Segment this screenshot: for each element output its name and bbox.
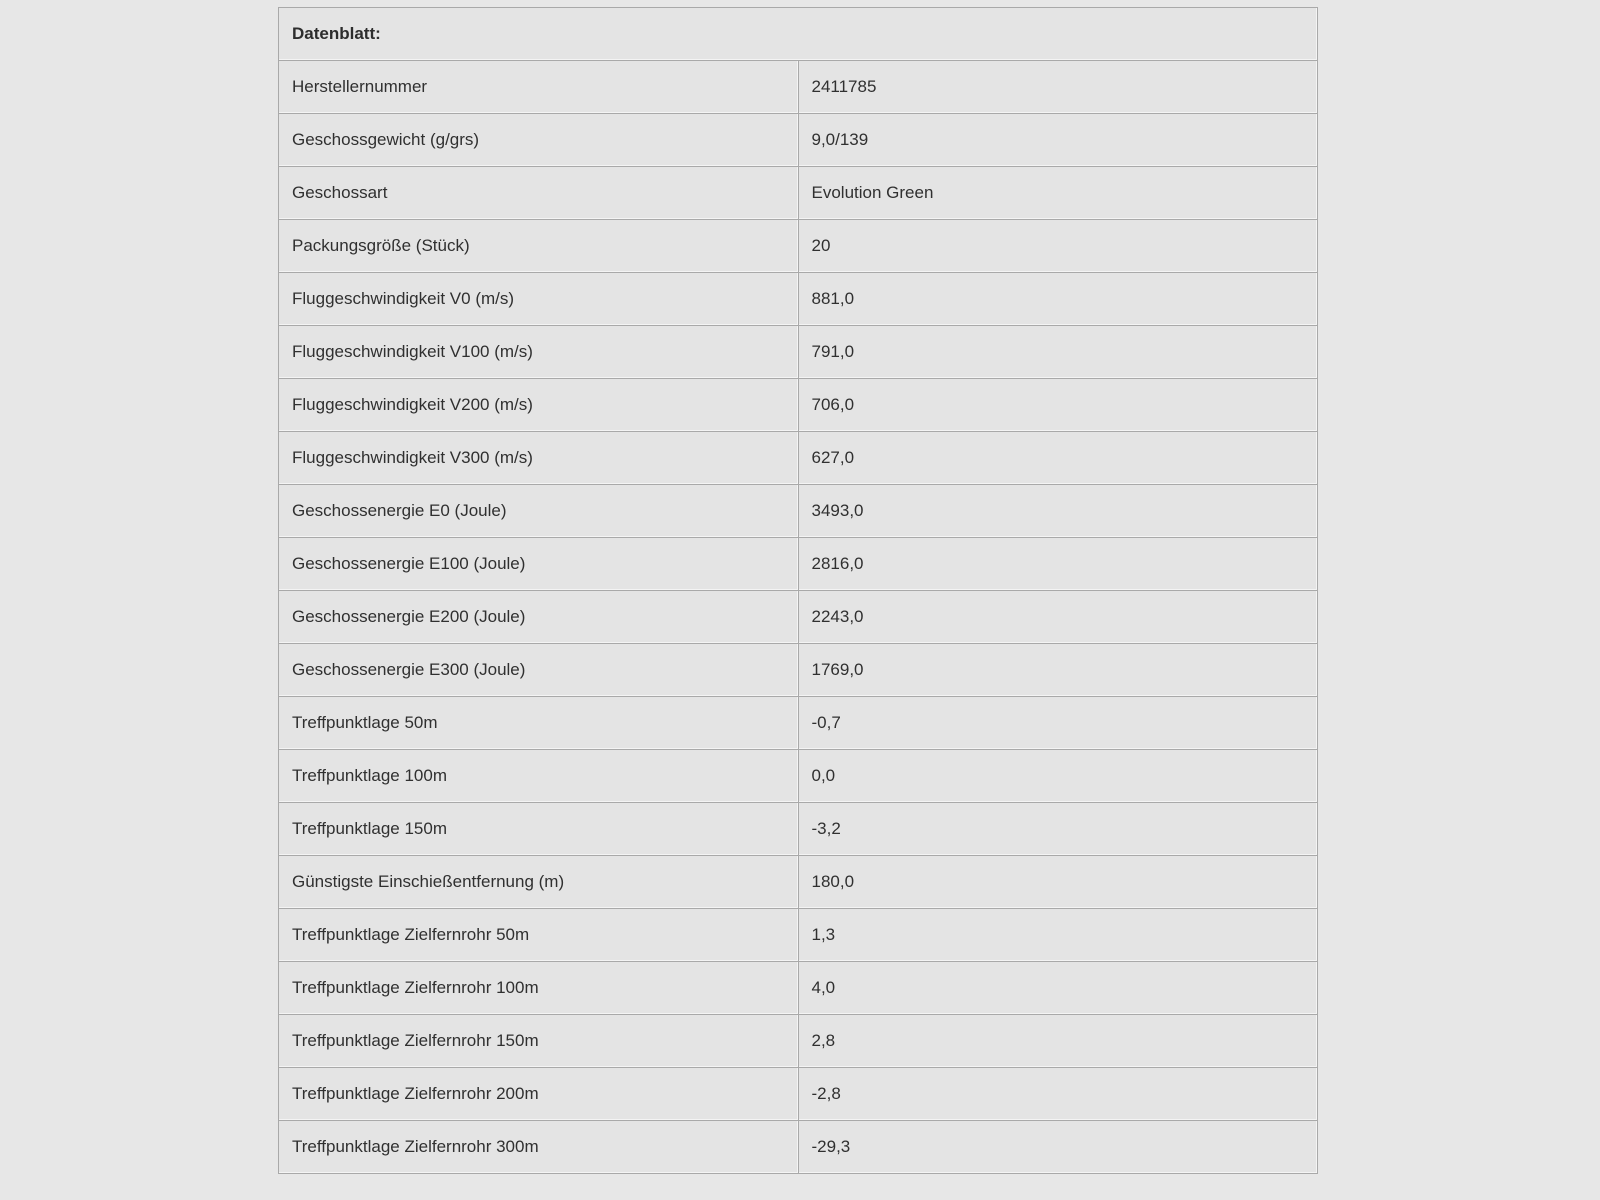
attribute-value: 1769,0 <box>798 644 1318 697</box>
attribute-label: Günstigste Einschießentfernung (m) <box>279 856 799 909</box>
attribute-label: Fluggeschwindigkeit V300 (m/s) <box>279 432 799 485</box>
attribute-label: Treffpunktlage 100m <box>279 750 799 803</box>
attribute-value: -29,3 <box>798 1121 1318 1174</box>
attribute-value: 2243,0 <box>798 591 1318 644</box>
table-row <box>279 697 1318 750</box>
datasheet-header-row <box>279 8 1318 61</box>
table-row <box>279 803 1318 856</box>
table-row <box>279 1068 1318 1121</box>
attribute-value: 881,0 <box>798 273 1318 326</box>
table-row <box>279 909 1318 962</box>
attribute-label: Geschossgewicht (g/grs) <box>279 114 799 167</box>
attribute-label: Treffpunktlage Zielfernrohr 100m <box>279 962 799 1015</box>
table-row <box>279 326 1318 379</box>
attribute-label: Packungsgröße (Stück) <box>279 220 799 273</box>
table-row <box>279 167 1318 220</box>
attribute-label: Herstellernummer <box>279 61 799 114</box>
attribute-value: 2816,0 <box>798 538 1318 591</box>
datasheet-table <box>278 7 1318 1174</box>
attribute-value: 180,0 <box>798 856 1318 909</box>
table-row <box>279 962 1318 1015</box>
attribute-label: Fluggeschwindigkeit V0 (m/s) <box>279 273 799 326</box>
table-row <box>279 538 1318 591</box>
datasheet-title: Datenblatt: <box>279 8 1318 61</box>
attribute-value: -3,2 <box>798 803 1318 856</box>
table-row <box>279 379 1318 432</box>
table-row <box>279 644 1318 697</box>
table-row <box>279 591 1318 644</box>
table-row <box>279 856 1318 909</box>
datasheet-body <box>279 8 1318 1174</box>
attribute-label: Treffpunktlage Zielfernrohr 150m <box>279 1015 799 1068</box>
attribute-value: 3493,0 <box>798 485 1318 538</box>
attribute-label: Treffpunktlage Zielfernrohr 300m <box>279 1121 799 1174</box>
table-row <box>279 273 1318 326</box>
attribute-value: 627,0 <box>798 432 1318 485</box>
table-row <box>279 220 1318 273</box>
table-row <box>279 750 1318 803</box>
attribute-label: Fluggeschwindigkeit V100 (m/s) <box>279 326 799 379</box>
attribute-label: Treffpunktlage 150m <box>279 803 799 856</box>
table-row <box>279 61 1318 114</box>
table-row <box>279 1121 1318 1174</box>
attribute-label: Treffpunktlage Zielfernrohr 50m <box>279 909 799 962</box>
attribute-value: 1,3 <box>798 909 1318 962</box>
attribute-value: 9,0/139 <box>798 114 1318 167</box>
table-row <box>279 485 1318 538</box>
attribute-label: Treffpunktlage Zielfernrohr 200m <box>279 1068 799 1121</box>
attribute-value: -2,8 <box>798 1068 1318 1121</box>
attribute-value: 2,8 <box>798 1015 1318 1068</box>
attribute-label: Geschossenergie E200 (Joule) <box>279 591 799 644</box>
table-row <box>279 432 1318 485</box>
attribute-value: Evolution Green <box>798 167 1318 220</box>
attribute-label: Fluggeschwindigkeit V200 (m/s) <box>279 379 799 432</box>
table-row <box>279 114 1318 167</box>
table-row <box>279 1015 1318 1068</box>
attribute-label: Geschossenergie E100 (Joule) <box>279 538 799 591</box>
attribute-label: Treffpunktlage 50m <box>279 697 799 750</box>
attribute-value: 4,0 <box>798 962 1318 1015</box>
attribute-label: Geschossart <box>279 167 799 220</box>
attribute-value: 0,0 <box>798 750 1318 803</box>
attribute-value: 791,0 <box>798 326 1318 379</box>
attribute-value: 20 <box>798 220 1318 273</box>
attribute-value: 2411785 <box>798 61 1318 114</box>
attribute-label: Geschossenergie E300 (Joule) <box>279 644 799 697</box>
attribute-value: 706,0 <box>798 379 1318 432</box>
attribute-value: -0,7 <box>798 697 1318 750</box>
attribute-label: Geschossenergie E0 (Joule) <box>279 485 799 538</box>
